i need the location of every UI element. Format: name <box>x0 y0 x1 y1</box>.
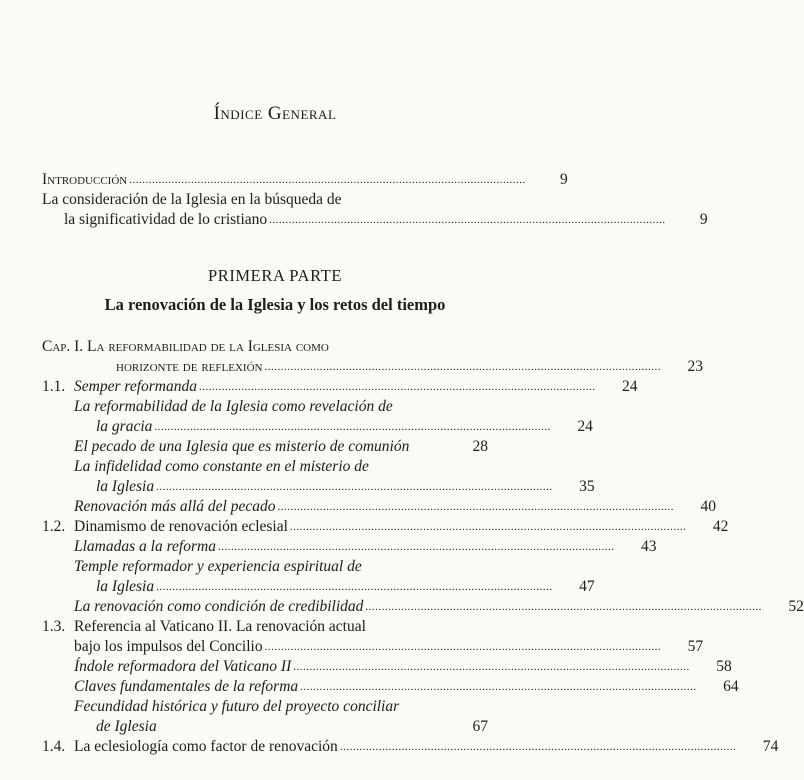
toc-entry-consideracion-line1: La consideración de la Iglesia en la búsqueda de <box>42 191 342 208</box>
dot-leader: .......................................................................................................................... <box>300 681 697 693</box>
toc-entry-1-3c <box>96 717 488 737</box>
toc-entry-consideracion <box>64 210 708 230</box>
toc-entry-1-1b <box>74 437 488 457</box>
dot-leader: .......................................................................................................................... <box>156 581 553 593</box>
toc-page-number: 43 <box>640 538 657 555</box>
toc-page-number: 64 <box>723 678 739 695</box>
toc-entry-label: de Iglesia <box>96 718 157 735</box>
dot-leader: .......................................................................................................................... <box>339 741 737 753</box>
toc-page-number: 40 <box>700 498 716 515</box>
section-number: 1.2. <box>42 518 66 535</box>
toc-entry-label: la Iglesia <box>96 578 155 595</box>
toc-page-number: 42 <box>712 518 729 535</box>
toc-entry-1-1a-line1: La reformabilidad de la Iglesia como revelación de <box>74 398 393 415</box>
toc-entry-introduccion <box>42 170 568 190</box>
dot-leader: .......................................................................................................................... <box>129 174 526 186</box>
toc-page-number: 57 <box>687 638 704 655</box>
toc-entry-label: La renovación como condición de credibilidad <box>74 598 364 615</box>
dot-leader: .......................................................................................................................... <box>264 641 662 653</box>
toc-entry-1-2 <box>74 517 729 537</box>
section-number: 1.3. <box>42 618 66 635</box>
toc-page-number: 24 <box>577 418 593 435</box>
toc-entry-1-1c-line1: La infidelidad como constante en el misterio de <box>74 458 369 475</box>
dot-leader: .......................................................................................................................... <box>277 501 674 513</box>
dot-leader: .......................................................................................................................... <box>365 601 762 613</box>
toc-entry-1-3b <box>74 677 739 697</box>
dot-leader: .......................................................................................................................... <box>154 421 551 433</box>
toc-entry-label: la gracia <box>96 418 153 435</box>
dot-leader: .......................................................................................................................... <box>198 381 596 393</box>
toc-entry-1-3 <box>74 637 704 657</box>
toc-entry-1-2c <box>74 597 804 617</box>
toc-entry-label: Llamadas a la reforma <box>74 538 216 555</box>
part-heading: PRIMERA PARTE <box>207 266 343 285</box>
toc-page-number: 67 <box>472 718 488 735</box>
toc-entry-label: Introducción <box>42 171 128 188</box>
toc-entry-label: Renovación más allá del pecado <box>74 498 276 515</box>
dot-leader: .......................................................................................................................... <box>269 214 666 226</box>
toc-entry-label: horizonte de reflexión <box>116 358 263 375</box>
toc-entry-label: La eclesiología como factor de renovación <box>74 738 338 755</box>
toc-page-number: 74 <box>762 738 779 755</box>
dot-leader: .......................................................................................................................... <box>289 521 687 533</box>
toc-entry-label: El pecado de una Iglesia que es misterio de comunión <box>74 438 410 455</box>
toc-page-number: 24 <box>621 378 638 395</box>
toc-entry-1-2b-line1: Temple reformador y experiencia espiritual de <box>74 558 362 575</box>
toc-page-number: 52 <box>788 598 804 615</box>
dot-leader: .......................................................................................................................... <box>156 481 553 493</box>
toc-page-number: 58 <box>716 658 732 675</box>
toc-entry-label: la Iglesia <box>96 478 155 495</box>
toc-entry-1-3c-line1: Fecundidad histórica y futuro del proyecto conciliar <box>74 698 400 715</box>
toc-page-number: 35 <box>579 478 595 495</box>
toc-entry-label: Semper reformanda <box>74 378 197 395</box>
toc-entry-label: la significatividad de lo cristiano <box>64 211 268 228</box>
toc-page-number: 47 <box>579 578 595 595</box>
chapter-heading <box>116 357 703 377</box>
section-number: 1.1. <box>42 378 66 395</box>
toc-entry-1-2a <box>74 537 657 557</box>
toc-entry-1-1a <box>96 417 593 437</box>
toc-entry-1-4 <box>74 737 779 757</box>
toc-entry-1-1c <box>96 477 595 497</box>
toc-page-number: 23 <box>687 358 703 375</box>
toc-page-number: 9 <box>559 171 568 188</box>
toc-entry-1-3a <box>74 657 732 677</box>
section-number: 1.4. <box>42 738 66 755</box>
toc-entry-1-2b <box>96 577 595 597</box>
part-subtitle: La renovación de la Iglesia y los retos del tiempo <box>104 295 446 314</box>
dot-leader: .......................................................................................................................... <box>217 541 615 553</box>
page-title: Índice General <box>213 103 337 124</box>
dot-leader: .......................................................................................................................... <box>293 661 690 673</box>
toc-entry-label: Claves fundamentales de la reforma <box>74 678 299 695</box>
chapter-heading-line1: Cap. I. La reformabilidad de la Iglesia como <box>42 338 329 355</box>
toc-entry-label: Índole reformadora del Vaticano II <box>74 658 292 675</box>
dot-leader: .......................................................................................................................... <box>264 361 661 373</box>
toc-page-number: 28 <box>472 438 488 455</box>
toc-entry-label: bajo los impulsos del Concilio <box>74 638 263 655</box>
toc-page-number: 9 <box>699 211 708 228</box>
toc-entry-label: Dinamismo de renovación eclesial <box>74 518 288 535</box>
toc-entry-1-3-line1: Referencia al Vaticano II. La renovación actual <box>74 618 366 635</box>
toc-entry-1-1 <box>74 377 638 397</box>
toc-entry-1-1d <box>74 497 716 517</box>
